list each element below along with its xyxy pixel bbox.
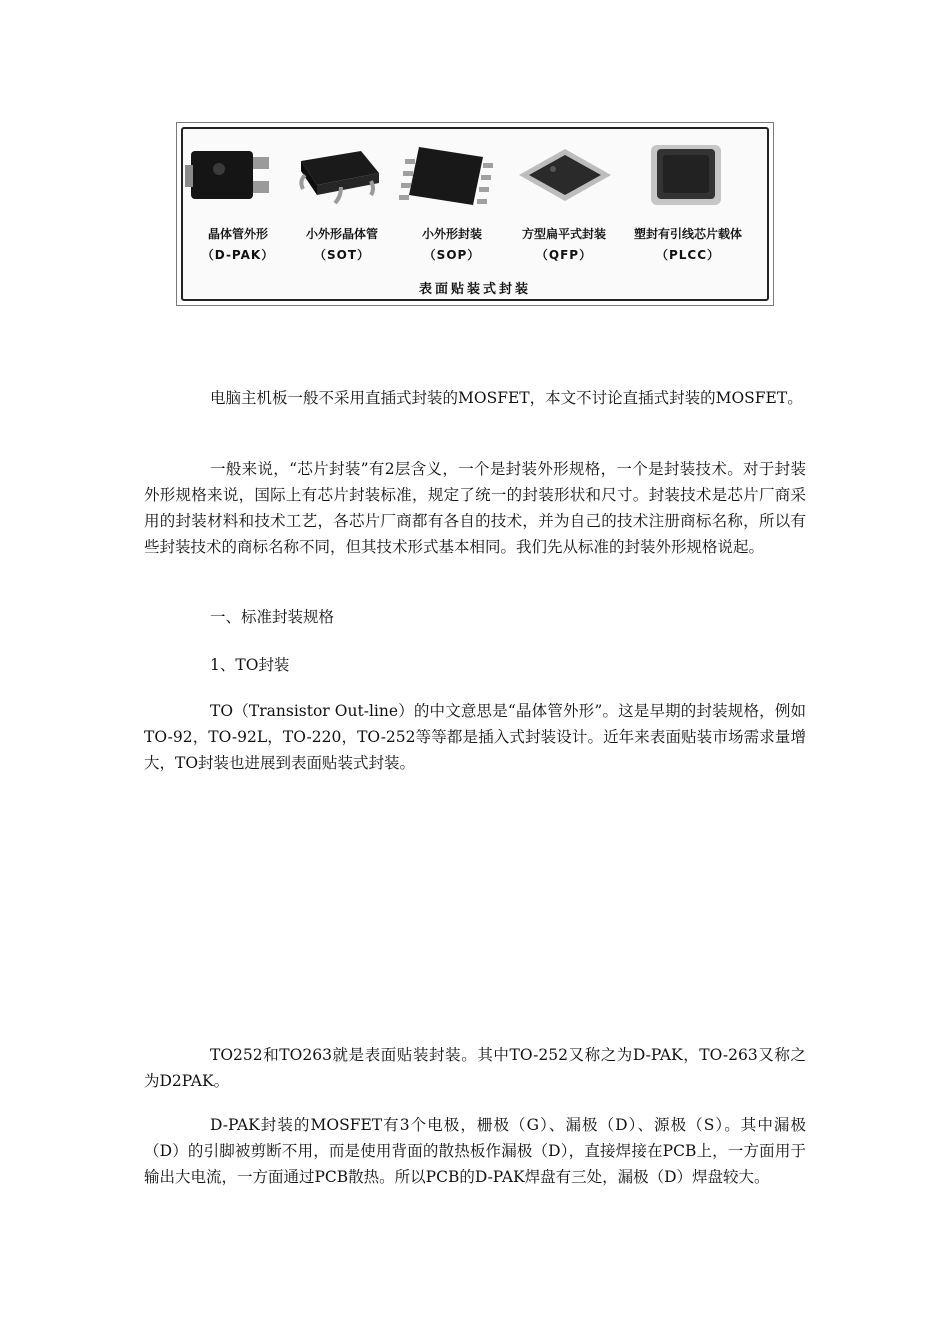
section-heading: 一、标准封装规格 [210,608,335,626]
paragraph-package-meaning: 一般来说，“芯片封装”有2层含义，一个是封装外形规格，一个是封装技术。对于封装外形规格来说，国际上有芯片封装标准，规定了统一的封装形状和尺寸。封装技术是芯片厂商采用的封装材料和技术工艺，各芯片厂商都有各自的技术，并为自己的技术注册商标名称，所以有些封装技术的商标名称不同，但其技术形式基本相同。我们先从标准的封装外形规格说起。 [144,460,806,556]
plcc-chip-icon [633,139,743,219]
package-plcc [633,129,743,269]
dpak-chip-icon [183,139,283,219]
package-abbr: （QFP） [535,248,593,262]
package-name: 小外形晶体管 [305,227,378,241]
package-name: 塑封有引线芯片载体 [633,227,742,241]
package-name: 方型扁平式封装 [521,227,606,241]
figure-caption: 表面贴装式封装 [418,282,531,297]
package-name: 小外形封装 [421,227,482,241]
figure-frame [181,127,769,301]
package-abbr: （SOT） [313,248,371,262]
paragraph-intro: 电脑主机板一般不采用直插式封装的MOSFET，本文不讨论直插式封装的MOSFET。 [210,389,803,407]
paragraph-dpak: D-PAK封装的MOSFET有3个电极，栅极（G）、漏极（D）、源极（S）。其中漏极（D）的引脚被剪断不用，而是使用背面的散热板作漏极（D），直接焊接在PCB上，一方面用于输出大电流，一方面通过PCB散热。所以PCB的D-PAK焊盘有三处，漏极（D）焊盘较大。 [144,1116,806,1186]
package-abbr: （PLCC） [655,248,721,262]
subsection-heading: 1、TO封装 [210,656,290,674]
package-abbr: （SOP） [423,248,481,262]
package-sop [397,129,507,269]
package-abbr: （D-PAK） [201,248,275,262]
paragraph-to-package: TO（Transistor Out-line）的中文意思是“晶体管外形”。这是早期的封装规格，例如TO-92，TO-92L，TO-220，TO-252等等都是插入式封装设计。近年来表面贴装市场需求量增大，TO封装也进展到表面贴装式封装。 [144,702,806,772]
package-sot [287,129,397,269]
sot-chip-icon [287,139,387,219]
sop-chip-icon [397,139,497,219]
qfp-chip-icon [509,139,619,219]
package-name: 晶体管外形 [207,227,268,241]
package-figure [176,122,774,306]
package-qfp [509,129,619,269]
paragraph-to252-to263: TO252和TO263就是表面贴装封装。其中TO-252又称之为D-PAK，TO-263又称之为D2PAK。 [144,1046,806,1090]
package-dpak [183,129,293,269]
